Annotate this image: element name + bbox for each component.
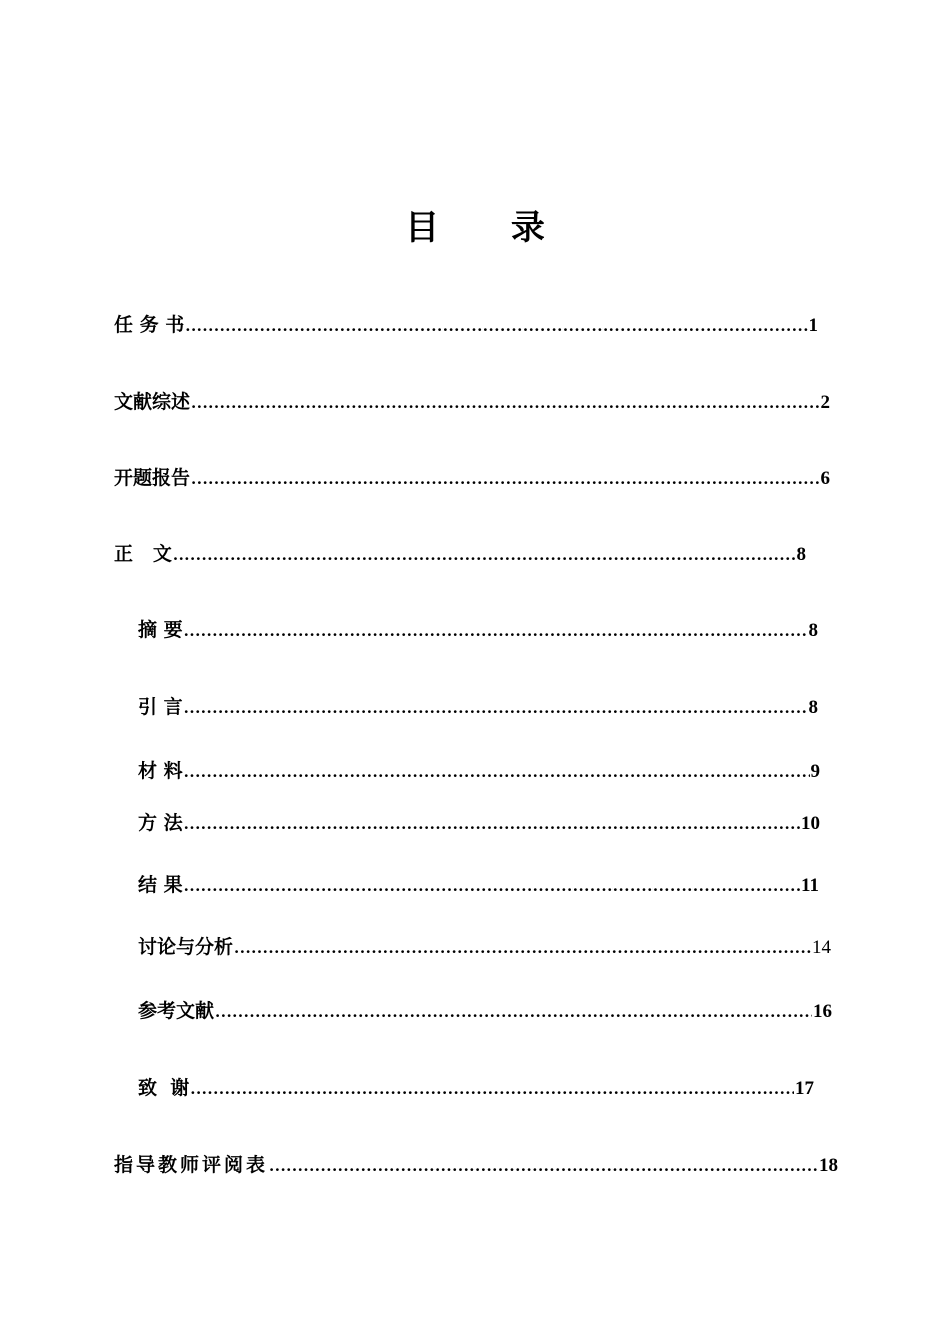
toc-entry-label: 指导教师评阅表 (114, 1154, 269, 1176)
toc-entry-abstract[interactable] (138, 615, 818, 641)
toc-entry-label: 文献综述 (114, 391, 191, 413)
toc-entry-page: 11 (801, 875, 819, 896)
toc-entry-literature-review[interactable] (114, 387, 830, 413)
toc-entry-page: 16 (813, 1001, 832, 1022)
toc-entry-proposal-report[interactable] (114, 463, 830, 489)
toc-entry-label: 正 文 (114, 543, 172, 565)
toc-entry-label: 致 谢 (138, 1077, 190, 1099)
toc-entry-methods[interactable] (138, 808, 820, 834)
toc-leader-dots (184, 877, 800, 895)
toc-leader-dots (234, 939, 811, 957)
toc-entry-page: 8 (808, 620, 818, 641)
toc-leader-dots (190, 1080, 794, 1098)
toc-entry-page: 8 (796, 544, 806, 565)
toc-entry-advisor-review-form[interactable] (114, 1150, 838, 1176)
toc-leader-dots (184, 763, 810, 781)
toc-entry-references[interactable] (138, 996, 832, 1022)
toc-entry-label: 开题报告 (114, 467, 191, 489)
toc-entry-label: 方 法 (138, 812, 183, 834)
toc-entry-introduction[interactable] (138, 692, 818, 718)
toc-entry-page: 8 (808, 697, 818, 718)
toc-entry-label: 摘 要 (138, 619, 183, 641)
toc-leader-dots (191, 470, 819, 488)
toc-entry-page: 2 (820, 392, 830, 413)
toc-leader-dots (191, 394, 819, 412)
page-title: 目 录 (405, 208, 575, 248)
toc-leader-dots (215, 1003, 812, 1021)
toc-entry-page: 1 (808, 315, 818, 336)
toc-leader-dots (184, 699, 808, 717)
toc-entry-task-book[interactable] (114, 310, 818, 336)
toc-entry-label: 引 言 (138, 696, 183, 718)
toc-entry-results[interactable] (138, 870, 819, 896)
toc-entry-page: 18 (819, 1155, 838, 1176)
toc-entry-discussion[interactable] (138, 932, 831, 958)
toc-entry-page: 6 (820, 468, 830, 489)
toc-entry-page: 14 (812, 937, 831, 958)
toc-entry-label: 材 料 (138, 760, 183, 782)
toc-entry-page: 10 (801, 813, 820, 834)
toc-entry-main-text[interactable] (114, 539, 806, 565)
toc-entry-label: 任 务 书 (114, 314, 185, 336)
toc-leader-dots (173, 546, 796, 564)
toc-entry-materials[interactable] (138, 756, 820, 782)
toc-leader-dots (185, 317, 807, 335)
toc-leader-dots (184, 622, 808, 640)
toc-leader-dots (269, 1157, 818, 1175)
toc-entry-page: 9 (810, 761, 820, 782)
toc-leader-dots (184, 815, 800, 833)
toc-entry-label: 参考文献 (138, 1000, 215, 1022)
toc-entry-acknowledgements[interactable] (138, 1073, 814, 1099)
toc-entry-page: 17 (795, 1078, 814, 1099)
toc-entry-label: 结 果 (138, 874, 183, 896)
toc-entry-label: 讨论与分析 (138, 936, 234, 958)
